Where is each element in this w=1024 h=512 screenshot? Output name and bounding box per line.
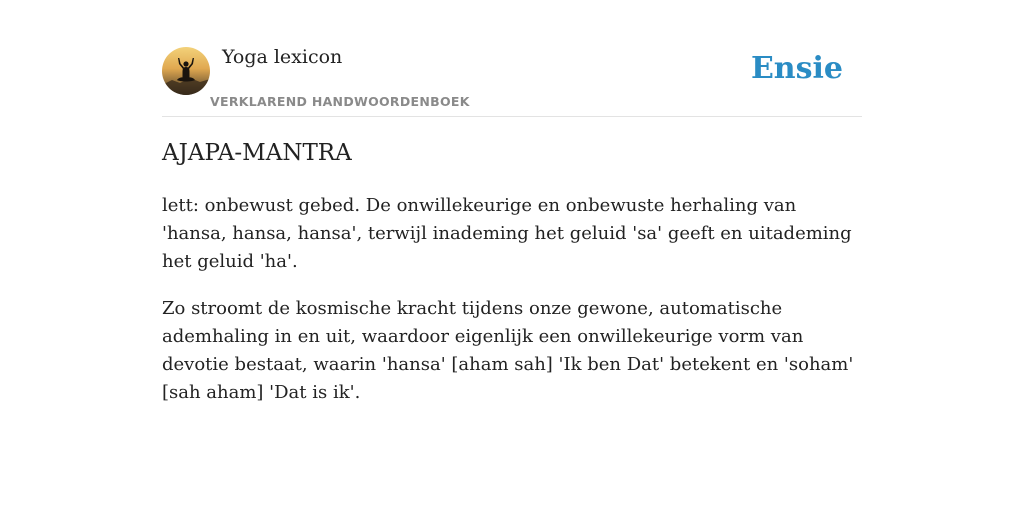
site-header <box>162 0 862 117</box>
site-avatar[interactable] <box>162 47 210 95</box>
definition-paragraph: Zo stroomt de kosmische kracht tijdens onze gewone, automatische ademhaling in en uit, waardoor eigenlijk een onwillekeurige vorm van devotie bestaat, waarin 'hansa' [aham sah] 'Ik ben Dat' betekent en 'soham' [sah aham] 'Dat is ik'. <box>162 298 854 403</box>
entry-title: AJAPA-MANTRA <box>162 140 352 166</box>
brand-logo-link[interactable]: Ensie <box>750 51 843 86</box>
site-subtitle: VERKLAREND HANDWOORDENBOEK <box>210 94 470 109</box>
site-title[interactable]: Yoga lexicon <box>222 46 343 68</box>
definition-paragraph: lett: onbewust gebed. De onwillekeurige en onbewuste herhaling van 'hansa, hansa, hansa', terwijl inademing het geluid 'sa' geeft en uitademing het geluid 'ha'. <box>162 195 852 272</box>
meditation-silhouette-icon <box>162 47 210 95</box>
page-container <box>162 0 862 403</box>
